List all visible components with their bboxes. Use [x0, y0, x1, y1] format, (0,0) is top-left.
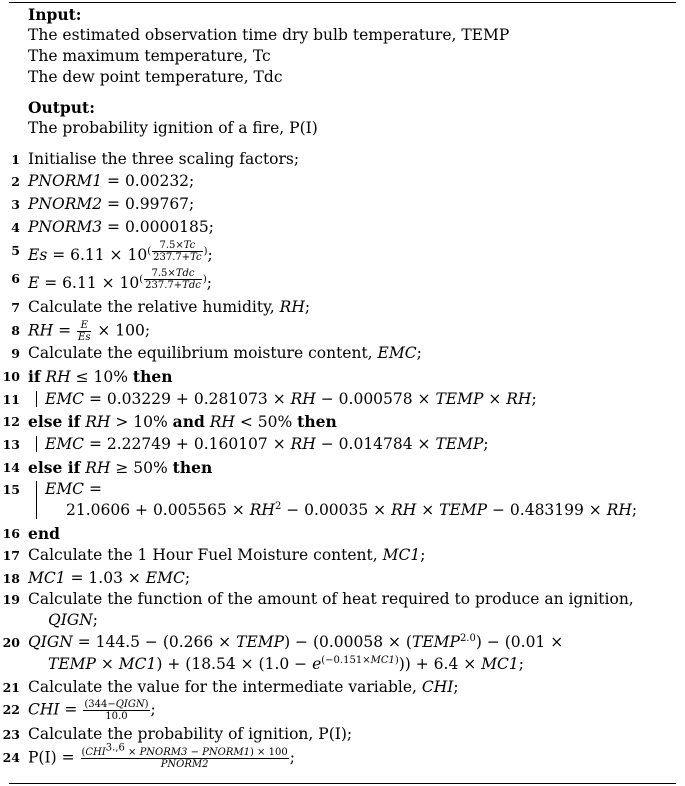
line-text: Calculate the equilibrium moisture content, EMC; [28, 344, 422, 362]
algorithm-line [0, 217, 685, 238]
output-heading: Output: [28, 98, 95, 117]
line-text: PNORM3 = 0.0000185; [28, 218, 214, 236]
line-number: 10 [2, 369, 20, 384]
line-number: 2 [11, 174, 20, 189]
input-heading: Input: [28, 5, 82, 24]
algorithm-line [0, 610, 685, 631]
line-text: Calculate the value for the intermediate variable, CHI; [28, 678, 459, 696]
algorithm-line [0, 699, 685, 720]
line-number: 24 [2, 750, 20, 765]
line-text: EMC = [45, 480, 102, 498]
line-text: QIGN = 144.5 − (0.266 × TEMP) − ($0.00058 \times (TEMP^{2.0}) - (0.01$ × [28, 632, 564, 651]
algorithm-line [0, 654, 685, 675]
algorithm-line [0, 149, 685, 170]
line-text: Calculate the 1 Hour Fuel Moisture content, MC1; [28, 546, 426, 564]
line-number: 22 [2, 702, 20, 717]
algorithm-line [0, 411, 685, 432]
line-text: $E = 6.11 \times 10^{( \frac{\text{7.5×Tdc}}{\text{237.7+Tdc}} )}$; [28, 268, 212, 293]
algorithm-line [0, 589, 685, 610]
line-text: P(I) = $\frac{(CHI^{3.,6} \times PNORM3 - PNORM1) \times 100}{\text{PNORM2}}$ ; [28, 742, 295, 770]
line-text: end [28, 524, 60, 543]
block-bar-else [36, 481, 37, 519]
algorithm-line [0, 320, 685, 341]
line-text: else if RH ≥ 50% then [28, 458, 213, 477]
line-number: 16 [2, 526, 20, 541]
line-text: CHI = $\frac{\text{(344−QIGN)}}{10.0}$ ; [28, 699, 156, 722]
algorithm-line [0, 171, 685, 192]
line-text: TEMP × $MC1) + (18.54 \times (1.0 - e^{(-0.151\times MC1)})) + 6.4 \times MC1$; [48, 654, 525, 673]
line-text: $Es = 6.11 \times 10^{( \frac{7.5\times Tc}{237.7+Tc} )}$; [28, 240, 213, 265]
algorithm-line [0, 194, 685, 215]
line-text: QIGN; [48, 611, 99, 629]
algorithm-line [0, 479, 685, 500]
line-number: 9 [11, 346, 20, 361]
block-bar-if [36, 391, 37, 407]
input-item: The dew point temperature, Tdc [28, 68, 283, 86]
algorithm-line [0, 343, 685, 364]
line-number: 23 [2, 727, 20, 742]
line-number: 8 [11, 323, 20, 338]
line-number: 20 [2, 635, 20, 650]
line-number: 13 [2, 437, 20, 452]
algorithm-line [0, 500, 685, 521]
algorithm-line [0, 240, 685, 265]
line-text: Calculate the relative humidity, RH; [28, 298, 311, 316]
block-bar-elseif [36, 436, 37, 452]
algorithm-line [0, 389, 685, 410]
line-number: 17 [2, 548, 20, 563]
output-section [28, 97, 318, 139]
algorithm-line [0, 457, 685, 478]
algorithm-line [0, 677, 685, 698]
line-text: else if RH > 10% and RH < 50% then [28, 412, 337, 431]
algorithm-line [0, 568, 685, 589]
algorithm-line [0, 434, 685, 455]
line-text: Initialise the three scaling factors; [28, 150, 300, 168]
top-rule [9, 2, 676, 3]
line-number: 14 [2, 460, 20, 475]
line-text: MC1 = 1.03 × EMC; [28, 569, 191, 587]
algorithm-line [0, 297, 685, 318]
line-number: 21 [2, 680, 20, 695]
line-number: 1 [11, 152, 20, 167]
algorithm-line [0, 742, 685, 770]
algorithm-line [0, 523, 685, 544]
line-text: if RH ≤ 10% then [28, 367, 173, 386]
line-number: 19 [2, 592, 20, 607]
line-text: RH = $\frac{E}{Es}$ × 100; [28, 320, 151, 343]
algorithm-line [0, 545, 685, 566]
line-number: 15 [2, 482, 20, 497]
algorithm-line [0, 724, 685, 745]
algorithm-line [0, 632, 685, 653]
line-number: 4 [11, 220, 20, 235]
input-item: The maximum temperature, Tc [28, 47, 271, 65]
line-text: EMC = 0.03229 + 0.281073 × RH − 0.000578 × TEMP × RH; [45, 390, 537, 408]
input-section [28, 4, 509, 88]
algorithm-line [0, 366, 685, 387]
line-number: 11 [2, 392, 20, 407]
line-text: PNORM2 = 0.99767; [28, 195, 195, 213]
line-number: 3 [11, 197, 20, 212]
line-number: 7 [11, 300, 20, 315]
bottom-rule [9, 783, 676, 784]
output-item: The probability ignition of a fire, P(I) [28, 119, 318, 137]
line-number: 6 [11, 271, 20, 286]
input-item: The estimated observation time dry bulb temperature, TEMP [28, 26, 510, 44]
line-number: 5 [11, 243, 20, 258]
line-text: Calculate the function of the amount of heat required to produce an ignition, [28, 590, 634, 608]
line-text: Calculate the probability of ignition, P(I); [28, 725, 353, 743]
algorithm-line [0, 268, 685, 293]
line-text: $21.0606 + 0.005565 \times RH^2 - 0.00035$ × RH × TEMP − 0.483199 × RH; [66, 500, 638, 519]
line-text: PNORM1 = 0.00232; [28, 172, 195, 190]
line-text: EMC = 2.22749 + 0.160107 × RH − 0.014784 × TEMP; [45, 435, 489, 453]
line-number: 12 [2, 414, 20, 429]
line-number: 18 [2, 571, 20, 586]
